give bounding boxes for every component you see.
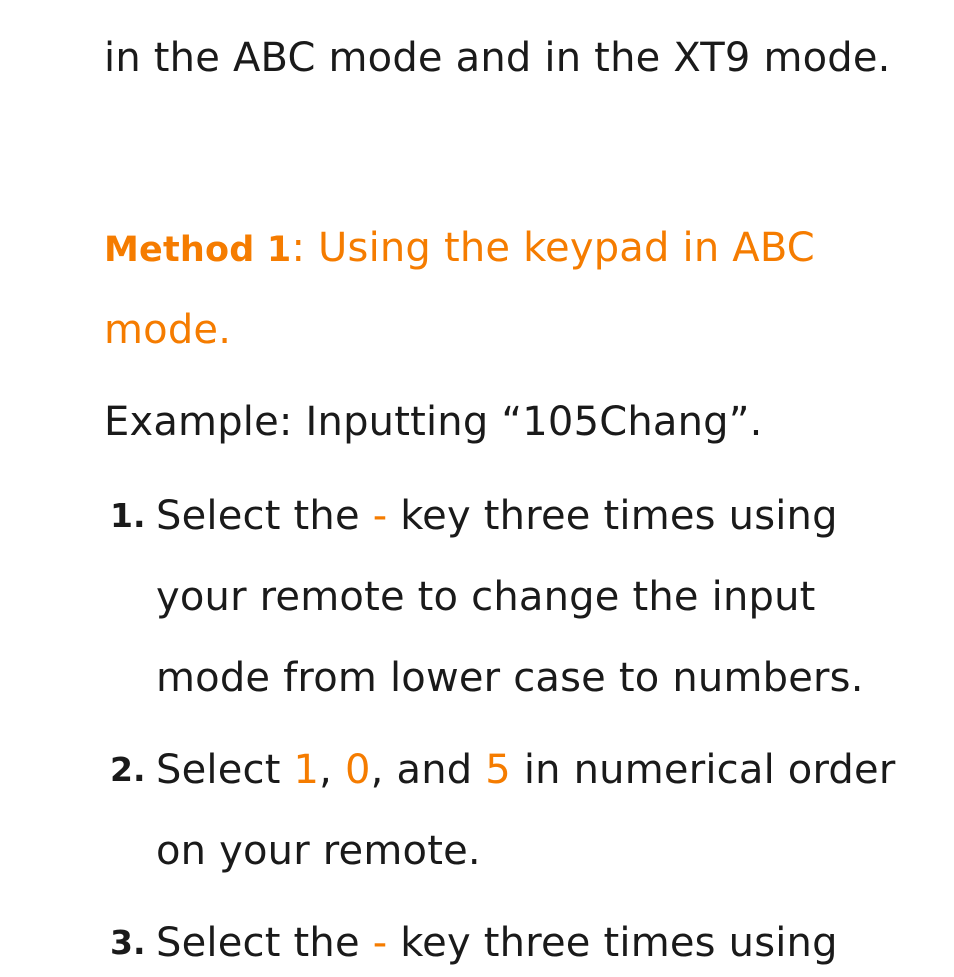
intro-line: in the ABC mode and in the XT9 mode. <box>104 35 891 81</box>
step-2-line2: on your remote. <box>156 828 481 874</box>
step-2-sep-a: , <box>319 747 346 793</box>
step-2-text-post: in numerical order <box>510 747 896 793</box>
step-1-line2: your remote to change the input <box>156 574 816 620</box>
step-2-key-1: 1 <box>293 747 320 793</box>
step-2-sep-b: , and <box>370 747 486 793</box>
method-colon: : <box>291 225 306 271</box>
method-title-part1: Using the keypad in ABC <box>305 225 815 271</box>
step-1-line1 <box>156 492 838 540</box>
step-3-number: 3. <box>110 923 146 962</box>
step-2-key-5: 5 <box>485 747 511 793</box>
method-heading-line2: mode. <box>104 307 232 353</box>
step-2-key-0: 0 <box>345 747 371 793</box>
method-label: Method 1 <box>104 230 292 270</box>
step-3-line1 <box>156 919 838 967</box>
step-2-text-pre: Select <box>156 747 294 793</box>
step-1-line3: mode from lower case to numbers. <box>156 655 864 701</box>
step-2-number: 2. <box>110 750 146 789</box>
step-3-text-post: key three times using <box>387 920 838 966</box>
step-1-number: 1. <box>110 496 146 535</box>
step-3-text-pre: Select the <box>156 920 373 966</box>
example-line: Example: Inputting “105Chang”. <box>104 399 763 445</box>
step-3-minus-key: - <box>372 920 388 966</box>
method-heading-line1 <box>104 224 815 274</box>
step-2-line1 <box>156 746 895 794</box>
step-1-minus-key: - <box>372 493 388 539</box>
step-1-text-pre: Select the <box>156 493 373 539</box>
step-1-text-post: key three times using <box>387 493 838 539</box>
